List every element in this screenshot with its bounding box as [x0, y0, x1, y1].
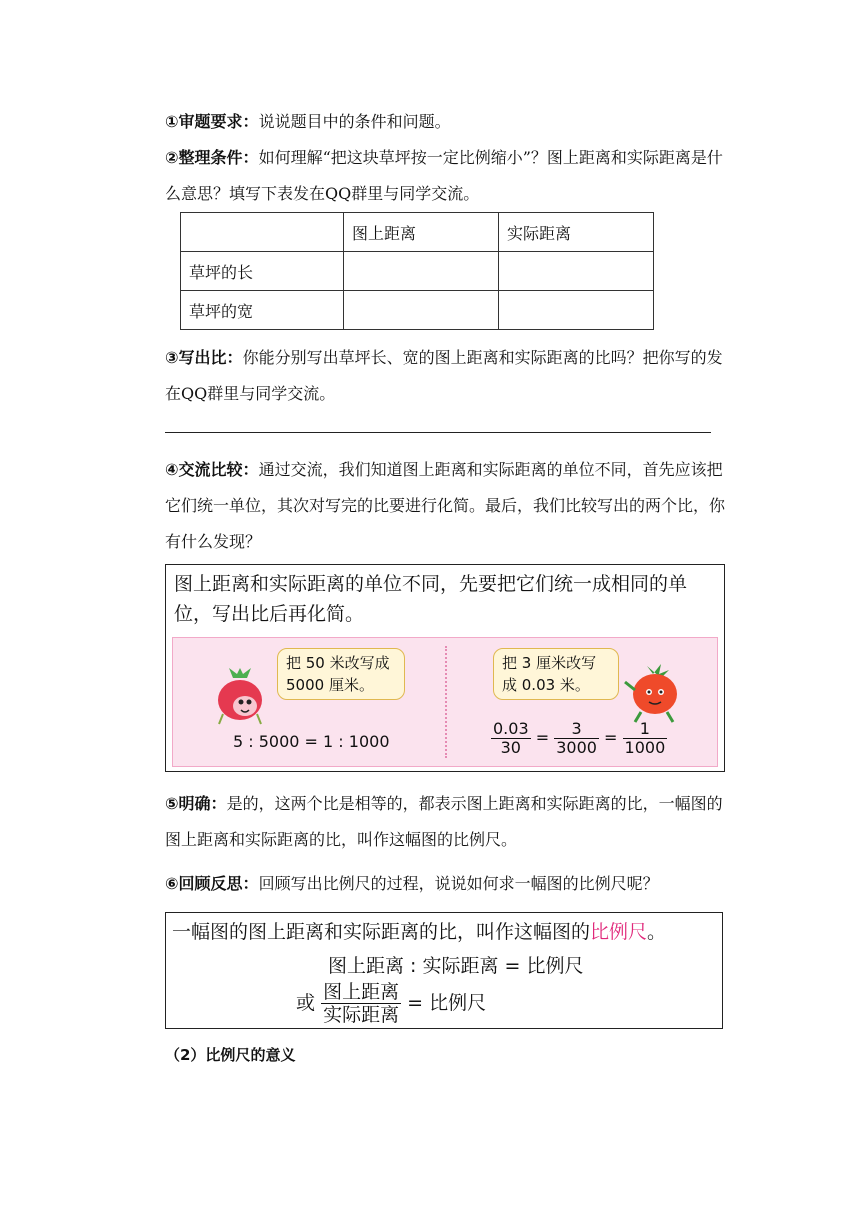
fraction-numerator: 3	[554, 720, 599, 739]
table-row	[181, 252, 654, 291]
table-cell	[344, 252, 499, 291]
or-word: 或	[296, 992, 316, 1014]
step1-label: ①审题要求：	[165, 112, 259, 131]
fraction-denominator: 实际距离	[323, 1004, 400, 1026]
left-equation: 5 : 5000 = 1 : 1000	[233, 732, 390, 751]
table-row	[181, 291, 654, 330]
table-header-cell	[181, 213, 344, 252]
step1-text: 说说题目中的条件和问题。	[258, 112, 451, 131]
table-header-cell: 实际距离	[499, 213, 654, 252]
step4-text: 通过交流，我们知道图上距离和实际距离的单位不同，首先应该把它们统一单位，其次对写完的比要进行化简。最后，我们比较写出的两个比，你有什么发现？	[165, 460, 726, 551]
table-header-cell: 图上距离	[344, 213, 499, 252]
fraction-numerator: 1	[623, 720, 668, 739]
definition-end: 。	[647, 921, 667, 943]
step6-label: ⑥回顾反思：	[165, 874, 259, 893]
left-speech-bubble: 把 50 米改写成5000 厘米。	[277, 648, 405, 700]
answer-line	[165, 432, 711, 433]
definition-text: 一幅图的图上距离和实际距离的比，叫作这幅图的	[172, 921, 591, 943]
scale-formula-ratio: 图上距离 : 实际距离 = 比例尺	[328, 955, 584, 977]
step6-paragraph	[165, 866, 730, 902]
scale-formula-fraction	[296, 981, 486, 1026]
right-speech-bubble: 把 3 厘米改写成 0.03 米。	[493, 648, 619, 700]
step6-text: 回顾写出比例尺的过程，说说如何求一幅图的比例尺呢？	[258, 874, 659, 893]
unit-conversion-text: 图上距离和实际距离的单位不同，先要把它们统一成相同的单位，写出比后再化简。	[174, 573, 688, 625]
step5-label: ⑤明确：	[165, 794, 227, 813]
fraction	[554, 720, 599, 757]
strawberry-character-icon	[621, 660, 687, 726]
step1-paragraph	[165, 104, 730, 140]
table-cell	[499, 291, 654, 330]
unit-conversion-box	[165, 564, 725, 772]
table-cell: 草坪的长	[181, 252, 344, 291]
fraction	[491, 720, 531, 757]
step3-label: ③写出比：	[165, 348, 243, 367]
table-cell	[499, 252, 654, 291]
table-cell	[344, 291, 499, 330]
fraction-numerator: 0.03	[493, 719, 529, 738]
fraction	[623, 720, 668, 757]
table-header-row	[181, 213, 654, 252]
equals-sign: =	[535, 728, 550, 747]
equals-sign: =	[604, 728, 618, 747]
scale-definition	[172, 917, 666, 944]
example-panel	[172, 637, 718, 767]
step3-text: 你能分别写出草坪长、宽的图上距离和实际距离的比吗？把你写的发在QQ群里与同学交流。	[165, 348, 723, 403]
fraction	[321, 981, 401, 1026]
step2-paragraph	[165, 140, 730, 212]
formula-rhs: = 比例尺	[407, 992, 487, 1014]
distance-table	[180, 212, 654, 330]
step2-label: ②整理条件：	[165, 148, 259, 167]
fraction-denominator: 30	[500, 738, 521, 757]
step2-text: 如何理解“把这块草坪按一定比例缩小”？图上距离和实际距离是什么意思？填写下表发在QQ群里与同学交流。	[165, 148, 723, 203]
step4-paragraph	[165, 452, 730, 560]
section-heading: （2）比例尺的意义	[165, 1046, 296, 1064]
fraction-numerator: 图上距离	[323, 981, 400, 1003]
fraction-denominator: 3000	[556, 738, 597, 757]
right-equation	[491, 720, 667, 757]
highlight-term: 比例尺	[590, 921, 648, 943]
fraction-denominator: 1000	[624, 738, 666, 757]
step4-label: ④交流比较：	[165, 460, 259, 479]
radish-character-icon	[211, 668, 269, 726]
step3-paragraph	[165, 340, 730, 412]
panel-divider	[445, 646, 447, 758]
step5-paragraph	[165, 786, 730, 858]
table-cell: 草坪的宽	[181, 291, 344, 330]
step5-text: 是的，这两个比是相等的，都表示图上距离和实际距离的比，一幅图的图上距离和实际距离的比，叫作这幅图的比例尺。	[165, 794, 723, 849]
scale-definition-box	[165, 912, 723, 1029]
